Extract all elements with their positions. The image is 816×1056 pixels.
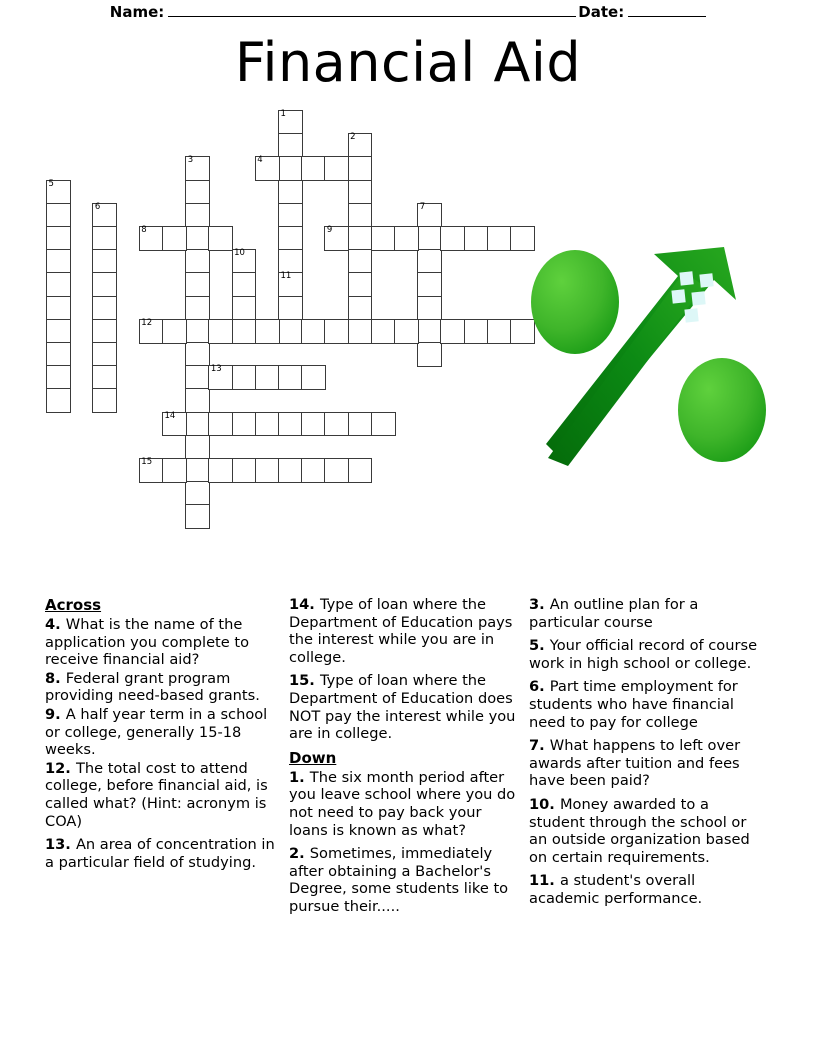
crossword-cell[interactable] — [185, 458, 210, 483]
crossword-cell[interactable] — [255, 319, 280, 344]
crossword-cell[interactable] — [185, 249, 210, 274]
crossword-cell[interactable] — [232, 249, 257, 274]
crossword-cell[interactable] — [348, 180, 373, 205]
crossword-cell[interactable] — [464, 226, 489, 251]
crossword-cell[interactable] — [162, 226, 187, 251]
clue-item — [529, 796, 769, 866]
crossword-cell[interactable] — [348, 458, 373, 483]
clue-text: Your official record of course work in high school or college. — [529, 637, 758, 672]
crossword-cell[interactable] — [185, 342, 210, 367]
crossword-cell[interactable] — [92, 342, 117, 367]
clue-item — [45, 616, 278, 669]
clue-number: 10. — [529, 795, 560, 813]
clue-item — [45, 760, 278, 830]
clue-column-2 — [289, 596, 522, 922]
crossword-cell[interactable] — [417, 249, 442, 274]
clue-list — [0, 596, 816, 976]
crossword-cell[interactable] — [46, 296, 71, 321]
cell-number: 6 — [94, 201, 101, 212]
clue-item — [529, 872, 769, 907]
crossword-cell[interactable] — [417, 272, 442, 297]
cell-number: 14 — [164, 410, 176, 421]
crossword-cell[interactable] — [185, 226, 210, 251]
cell-number: 3 — [187, 155, 194, 166]
crossword-cell[interactable] — [255, 156, 280, 181]
crossword-cell[interactable] — [278, 296, 303, 321]
clue-number: 15. — [289, 672, 320, 690]
clue-number: 8. — [45, 669, 66, 687]
clue-item — [289, 672, 522, 742]
clue-text: What happens to left over awards after tuition and fees have been paid? — [529, 737, 741, 790]
crossword-cell[interactable] — [487, 226, 512, 251]
crossword-cell[interactable] — [278, 110, 303, 135]
crossword-cell[interactable] — [324, 458, 349, 483]
clue-text: The total cost to attend college, before financial aid, is called what? (Hint: acronym is COA) — [45, 759, 268, 830]
clue-text: Money awarded to a student through the school or an outside organization based on certain requirements. — [529, 795, 750, 866]
cell-number: 13 — [210, 364, 222, 375]
clue-number: 7. — [529, 737, 550, 755]
crossword-cell[interactable] — [464, 319, 489, 344]
cell-number: 7 — [419, 201, 426, 212]
clue-number: 2. — [289, 845, 310, 863]
clue-number: 12. — [45, 759, 76, 777]
crossword-cell[interactable] — [208, 365, 233, 390]
crossword-cell[interactable] — [348, 319, 373, 344]
crossword-cell[interactable] — [278, 180, 303, 205]
crossword-cell[interactable] — [92, 226, 117, 251]
crossword-cell[interactable] — [278, 365, 303, 390]
cell-number: 9 — [326, 225, 333, 235]
percent-sign-icon — [528, 214, 778, 470]
crossword-cell[interactable] — [301, 365, 326, 390]
crossword-cell[interactable] — [417, 319, 442, 344]
cell-number: 12 — [141, 317, 153, 328]
crossword-cell[interactable] — [348, 133, 373, 158]
clue-number: 4. — [45, 616, 66, 633]
crossword-cell[interactable] — [185, 481, 210, 506]
crossword-cell[interactable] — [301, 412, 326, 437]
crossword-cell[interactable] — [46, 342, 71, 367]
crossword-cell[interactable] — [278, 133, 303, 158]
crossword-cell[interactable] — [278, 412, 303, 437]
clue-column-1 — [45, 596, 278, 877]
crossword-cell[interactable] — [46, 272, 71, 297]
crossword-cell[interactable] — [348, 226, 373, 251]
crossword-cell[interactable] — [324, 156, 349, 181]
crossword-cell[interactable] — [348, 272, 373, 297]
crossword-cell[interactable] — [301, 156, 326, 181]
crossword-cell[interactable] — [255, 412, 280, 437]
crossword-cell[interactable] — [139, 226, 164, 251]
crossword-cell[interactable] — [92, 249, 117, 274]
crossword-cell[interactable] — [348, 249, 373, 274]
page-title: Financial Aid — [234, 31, 582, 94]
crossword-cell[interactable] — [440, 319, 465, 344]
crossword-cell[interactable] — [348, 296, 373, 321]
clue-item — [529, 637, 769, 672]
clue-text: What is the name of the application you complete to receive financial aid? — [45, 616, 250, 669]
clue-text: Type of loan where the Department of Education does NOT pay the interest while you are in college. — [289, 672, 516, 743]
down-heading: Down — [289, 748, 337, 767]
crossword-cell[interactable] — [394, 319, 419, 344]
crossword-cell[interactable] — [301, 458, 326, 483]
clue-number: 11. — [529, 872, 560, 890]
clue-text: Federal grant program providing need-based grants. — [45, 669, 260, 705]
crossword-cell[interactable] — [232, 412, 257, 437]
crossword-cell[interactable] — [324, 226, 349, 251]
crossword-cell[interactable] — [208, 412, 233, 437]
crossword-cell[interactable] — [46, 365, 71, 390]
crossword-cell[interactable] — [46, 388, 71, 413]
clue-number: 5. — [529, 637, 550, 655]
crossword-cell[interactable] — [208, 319, 233, 344]
crossword-cell[interactable] — [92, 319, 117, 344]
crossword-cell[interactable] — [278, 249, 303, 274]
clue-text: Type of loan where the Department of Education pays the interest while you are in college. — [289, 596, 513, 666]
cell-number: 5 — [48, 178, 54, 189]
clue-item — [45, 706, 278, 759]
clue-item — [289, 845, 522, 915]
crossword-cell[interactable] — [92, 272, 117, 297]
crossword-cell[interactable] — [417, 342, 442, 367]
clue-number: 14. — [289, 596, 320, 613]
cell-number: 2 — [350, 132, 356, 143]
clue-item — [45, 670, 278, 705]
crossword-cell[interactable] — [185, 296, 210, 321]
crossword-cell[interactable] — [46, 226, 71, 251]
clue-number: 1. — [289, 768, 310, 786]
crossword-cell[interactable] — [46, 203, 71, 228]
crossword-cell[interactable] — [394, 226, 419, 251]
crossword-cell[interactable] — [185, 365, 210, 390]
across-heading: Across — [45, 596, 102, 614]
crossword-cell[interactable] — [92, 365, 117, 390]
crossword-cell[interactable] — [92, 296, 117, 321]
clue-text: A half year term in a school or college, generally 15-18 weeks. — [45, 705, 268, 759]
clue-item — [289, 769, 522, 839]
crossword-cell[interactable] — [278, 156, 303, 181]
crossword-cell[interactable] — [255, 458, 280, 483]
crossword-cell[interactable] — [232, 458, 257, 483]
crossword-cell[interactable] — [255, 365, 280, 390]
crossword-cell[interactable] — [348, 412, 373, 437]
crossword-cell[interactable] — [278, 458, 303, 483]
clue-item — [529, 737, 769, 790]
cell-number: 11 — [280, 271, 292, 282]
clue-item — [45, 836, 278, 871]
clue-column-3 — [529, 596, 769, 914]
cell-number: 10 — [234, 248, 245, 259]
crossword-cell[interactable] — [324, 412, 349, 437]
crossword-cell[interactable] — [371, 226, 396, 251]
crossword-cell[interactable] — [185, 203, 210, 228]
crossword-cell[interactable] — [371, 319, 396, 344]
crossword-cell[interactable] — [417, 226, 442, 251]
crossword-cell[interactable] — [232, 365, 257, 390]
crossword-cell[interactable] — [92, 388, 117, 413]
crossword-cell[interactable] — [324, 319, 349, 344]
crossword-cell[interactable] — [92, 203, 117, 228]
crossword-cell[interactable] — [185, 180, 210, 205]
name-label: Name: — [109, 3, 165, 21]
clue-item — [289, 596, 522, 666]
cell-number: 4 — [257, 155, 263, 166]
clue-item — [529, 678, 769, 731]
crossword-cell[interactable] — [278, 203, 303, 228]
clue-text: Sometimes, immediately after obtaining a Bachelor's Degree, some students like to pursue their..... — [289, 845, 509, 915]
clue-item — [529, 596, 769, 631]
crossword-cell[interactable] — [139, 458, 164, 483]
crossword-cell[interactable] — [185, 435, 210, 460]
crossword-cell[interactable] — [162, 412, 187, 437]
clue-text: Part time employment for students who have financial need to pay for college — [529, 678, 738, 731]
crossword-cell[interactable] — [301, 319, 326, 344]
percent-lower-dot — [678, 358, 766, 462]
crossword-cell[interactable] — [232, 296, 257, 321]
crossword-cell[interactable] — [417, 296, 442, 321]
cell-number: 15 — [141, 457, 153, 467]
crossword-cell[interactable] — [232, 319, 257, 344]
date-label: Date: — [578, 3, 625, 21]
crossword-cell[interactable] — [139, 319, 164, 344]
crossword-cell[interactable] — [348, 203, 373, 228]
crossword-cell[interactable] — [46, 249, 71, 274]
crossword-cell[interactable] — [185, 504, 210, 529]
clue-number: 6. — [529, 678, 550, 696]
crossword-cell[interactable] — [417, 203, 442, 228]
crossword-cell[interactable] — [278, 226, 303, 251]
crossword-cell[interactable] — [348, 156, 373, 181]
crossword-cell[interactable] — [162, 458, 187, 483]
crossword-cell[interactable] — [487, 319, 512, 344]
crossword-cell[interactable] — [440, 226, 465, 251]
crossword-cell[interactable] — [185, 156, 210, 181]
percent-upper-dot — [531, 250, 619, 354]
crossword-cell[interactable] — [232, 272, 257, 297]
crossword-cell[interactable] — [371, 412, 396, 437]
cell-number: 1 — [280, 109, 286, 119]
clue-number: 13. — [45, 836, 76, 854]
crossword-cell[interactable] — [185, 272, 210, 297]
crossword-cell[interactable] — [185, 319, 210, 344]
crossword-cell[interactable] — [46, 319, 71, 344]
crossword-cell[interactable] — [46, 180, 71, 205]
crossword-cell[interactable] — [162, 319, 187, 344]
crossword-cell[interactable] — [185, 412, 210, 437]
crossword-cell[interactable] — [185, 388, 210, 413]
clue-text: An area of concentration in a particular field of studying. — [45, 836, 275, 871]
clue-number: 9. — [45, 705, 66, 723]
cell-number: 8 — [141, 225, 147, 235]
crossword-cell[interactable] — [278, 272, 303, 297]
crossword-cell[interactable] — [278, 319, 303, 344]
crossword-cell[interactable] — [208, 458, 233, 483]
clue-text: a student's overall academic performance. — [529, 872, 703, 907]
crossword-cell[interactable] — [208, 226, 233, 251]
clue-text: The six month period after you leave school where you do not need to pay back your loans is known as what? — [289, 768, 516, 839]
clue-number: 3. — [529, 596, 550, 613]
clue-text: An outline plan for a particular course — [529, 596, 699, 631]
